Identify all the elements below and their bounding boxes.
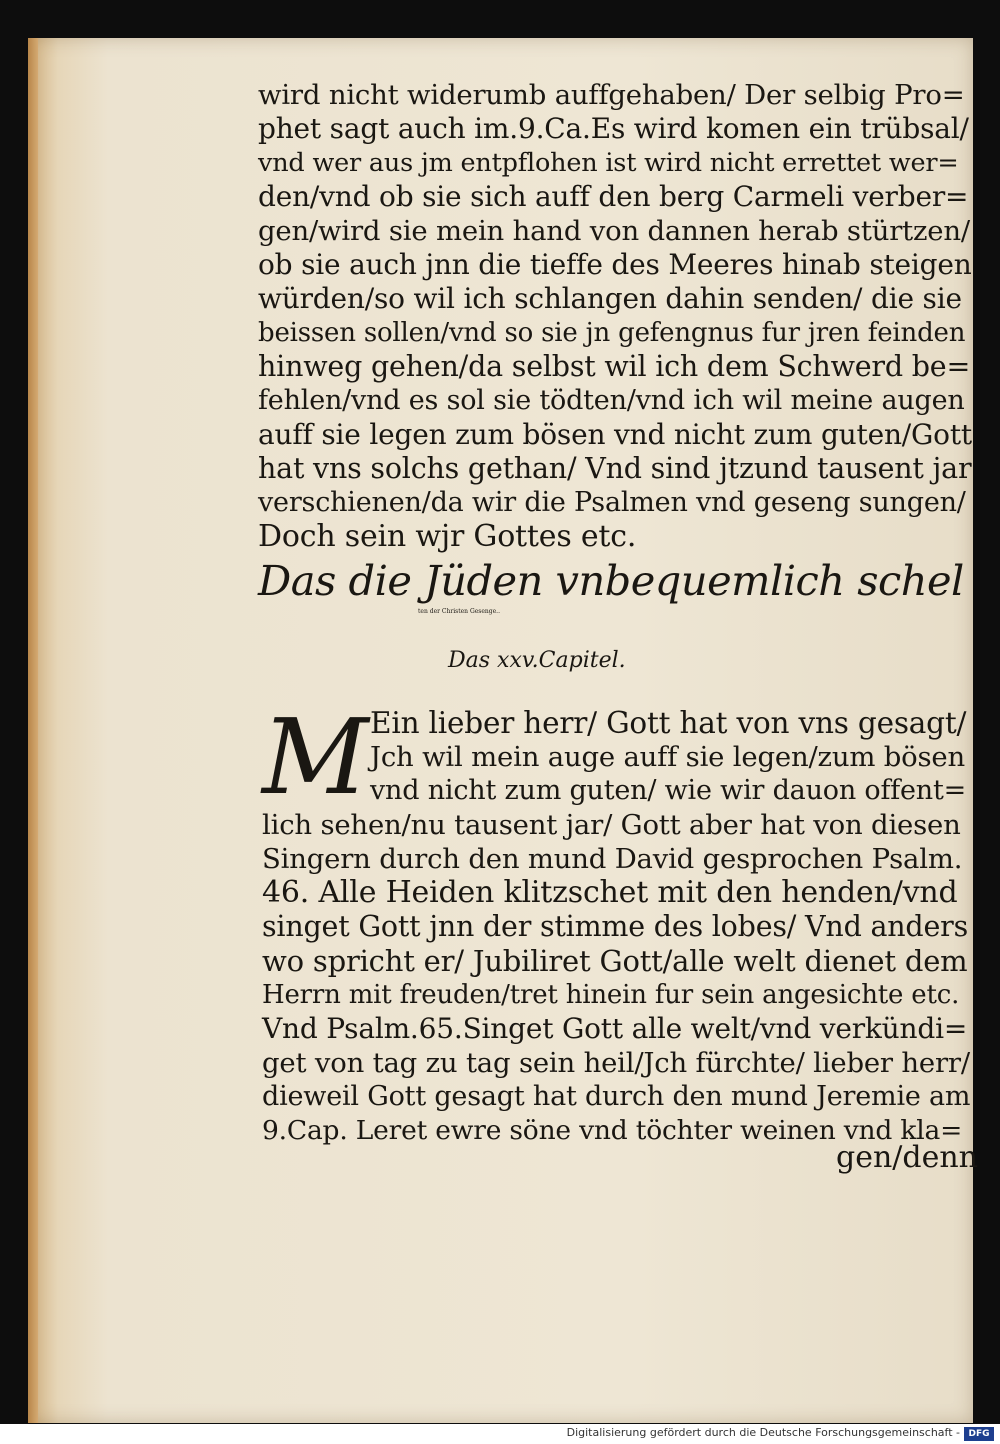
drop-cap: M [262,696,369,818]
text-line: singet Gott jnn der stimme des lobes/ Vnd anders [262,910,968,943]
text-line: wird nicht widerumb auffgehaben/ Der selbig Pro= [258,79,965,111]
text-line: hinweg gehen/da selbst wil ich dem Schwerd be= [258,350,971,383]
text-line: Singern durch den mund David gesprochen Psalm. [262,843,963,875]
chapter-title: Das xxv.Capitel. [448,648,626,673]
text-line: Jch wil mein auge auff sie legen/zum bösen [370,741,966,773]
text-line: phet sagt auch im.9.Ca.Es wird komen ein trübsal/ [258,112,969,145]
text-block-body [262,696,972,1148]
text-line: get von tag zu tag sein heil/Jch fürchte/ lieber herr/ [262,1047,970,1079]
page-edge [28,38,38,1423]
text-line: vnd nicht zum guten/ wie wir dauon offent= [370,775,967,806]
text-line: Herrn mit freuden/tret hinein fur sein angesichte etc. [262,980,960,1010]
text-line: gen/wird sie mein hand von dannen herab stürtzen/ [258,215,970,247]
text-line: den/vnd ob sie sich auff den berg Carmeli verber= [258,180,969,213]
text-line: Ein lieber herr/ Gott hat von vns gesagt/ [370,706,967,740]
section-heading: Das die Jüden vnbequemlich schel [258,556,964,605]
dfg-logo: DFG [964,1427,994,1441]
text-line: Vnd Psalm.65.Singet Gott alle welt/vnd verkündi= [262,1012,968,1045]
text-line: hat vns solchs gethan/ Vnd sind jtzund tausent jar [258,452,972,485]
footer-bar [0,1424,1000,1444]
text-line: wo spricht er/ Jubiliret Gott/alle welt dienet dem [262,944,968,978]
text-line: dieweil Gott gesagt hat durch den mund Jeremie am [262,1081,971,1112]
text-line: vnd wer aus jm entpflohen ist wird nicht errettet wer= [258,148,959,178]
catchword: gen/denn [836,1140,978,1175]
text-line: Doch sein wjr Gottes etc. [258,519,637,554]
section-subheading: ten der Christen Gesenge.. [418,608,500,615]
text-line: verschienen/da wir die Psalmen vnd geseng sungen/ [258,487,966,518]
text-block-top [258,78,972,554]
footer-credit: Digitalisierung gefördert durch die Deutsche Forschungsgemeinschaft - [566,1426,960,1439]
text-line: würden/so wil ich schlangen dahin senden/ die sie [258,282,962,315]
text-line: ob sie auch jnn die tieffe des Meeres hinab steigen [258,248,972,281]
text-line: 9.Cap. Leret ewre söne vnd töchter weinen vnd kla= [262,1115,963,1146]
text-line: auff sie legen zum bösen vnd nicht zum guten/Gott [258,418,972,451]
text-line: 46. Alle Heiden klitzschet mit den henden/vnd [262,875,958,910]
text-line: fehlen/vnd es sol sie tödten/vnd ich wil meine augen [258,385,965,416]
text-line: beissen sollen/vnd so sie jn gefengnus fur jren feinden [258,318,966,348]
text-line: lich sehen/nu tausent jar/ Gott aber hat von diesen [262,809,961,841]
